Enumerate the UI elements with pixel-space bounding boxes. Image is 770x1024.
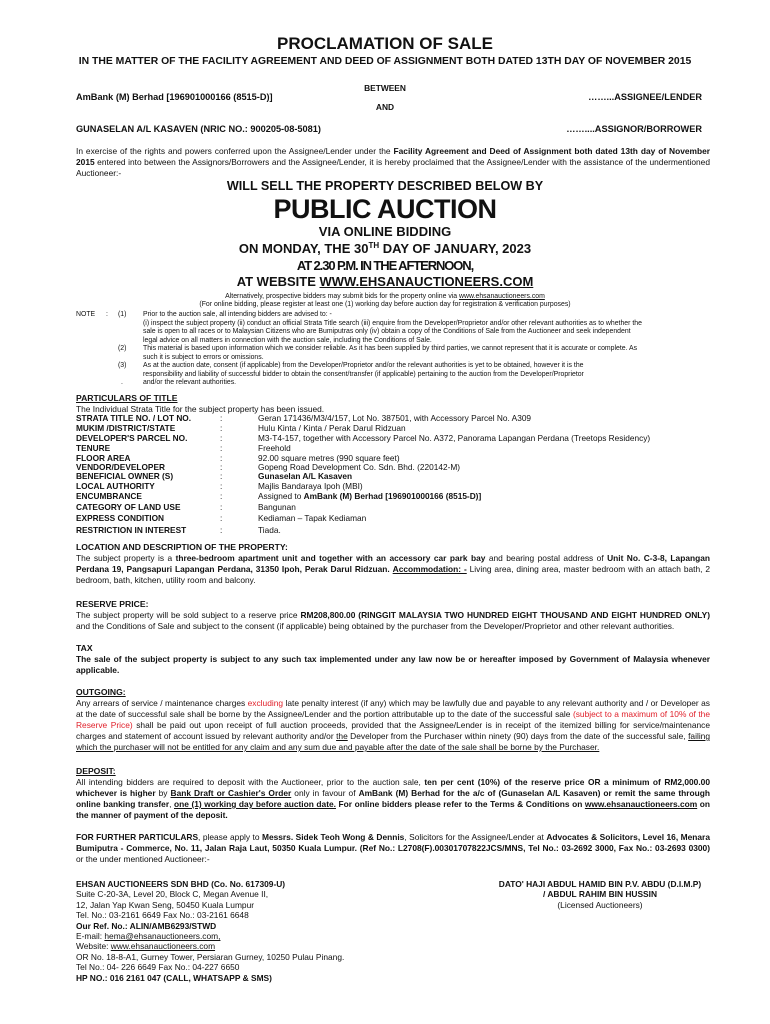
title-row-colon: : [220,413,223,423]
note-text: and/or the relevant authorities. [143,379,237,386]
particulars-heading: PARTICULARS OF TITLE [76,393,178,403]
auctioneer-name-1: DATO' HAJI ABDUL HAMID BIN P.V. ABDU (D.I.M.P) [498,879,702,889]
auctioneer-address-2: 12, Jalan Yap Kwan Seng, 50450 Kuala Lumpur [76,899,255,910]
title-row-value: 92.00 square metres (990 square feet) [258,453,400,463]
note-label: NOTE [76,311,96,318]
auction-date: ON MONDAY, THE 30TH DAY OF JANUARY, 2023 [238,241,532,256]
licensed-auctioneers [440,879,760,910]
between-label: BETWEEN [364,83,406,93]
reserve-paragraph: The subject property will be sold subject to a reserve price RM208,800.00 (RINGGIT MALAYSIA TWO HUNDRED EIGHT THOUSAND AND EIGHT HUNDRED ONLY) and the Conditions of Sale and subject to the consent (if applicable) being obtained by the purchaser from the Developer/Proprietor and other relevant authorities. [76,610,710,631]
location-paragraph: The subject property is a three-bedroom apartment unit and together with an accessory car park bay and bearing postal address of Unit No. C-3-8, Lapangan Perdana 19, Pangsapuri Lapangan Perdana, 31350 Ipoh, Perak Darul Ridzuan. Accommodation: - Living area, dining area, master bedroom with an attach bath, 2 bedroom, bath, kitchen, utility room and balcony. [76,553,711,585]
title-row-label: EXPRESS CONDITION [76,513,165,523]
note-text: This material is based upon information which we consider reliable. As it has been supplied by third parties, we cannot represent that it is accurate or complete. As [143,345,638,352]
will-sell-heading: WILL SELL THE PROPERTY DESCRIBED BELOW BY [226,179,544,193]
title-row-label: BENEFICIAL OWNER (S) [76,471,174,481]
public-auction-heading: PUBLIC AUCTION [273,194,497,224]
note-text: As at the auction date, consent (if applicable) from the Developer/Proprietor and/or the relevant authorities is yet to be obtained, however it is the [143,362,584,369]
note-text: legal advice on all matters in connection with the auction sale, including the Conditions of Sale. [143,336,432,344]
auctioneer-contact [76,879,344,983]
alternative-bid-note: Alternatively, prospective bidders may submit bids for the property online via www.ehsanauctioneers.com [225,293,545,300]
auctioneer-name-2: / ABDUL RAHIM BIN HUSSIN [543,889,657,900]
outgoing-heading: OUTGOING: [76,687,126,697]
auction-time: AT 2.30 P.M. IN THE AFTERNOON, [296,258,474,273]
title-row-label: FLOOR AREA [76,453,131,463]
registration-note: (For online bidding, please register at least one (1) working day before auction day for registration & verification purposes) [199,301,571,308]
party-assignor: GUNASELAN A/L KASAVEN (NRIC NO.: 900205-08-5081) [76,124,321,134]
website-link[interactable]: www.ehsanauctioneers.com [110,941,216,952]
title-row-colon: : [220,433,223,443]
document-subtitle: IN THE MATTER OF THE FACILITY AGREEMENT AND DEED OF ASSIGNMENT BOTH DATED 13TH DAY OF NOVEMBER 2015 [78,56,692,67]
title-row-value: Tiada. [258,525,281,535]
auctioneer-branch-address: OR No. 18-8-A1, Gurney Tower, Persiaran Gurney, 10250 Pulau Pinang. [76,951,345,962]
auctioneer-hp: HP NO.: 016 2161 047 (CALL, WHATSAPP & SMS) [76,972,272,983]
intro-paragraph: In exercise of the rights and powers conferred upon the Assignee/Lender under the Facility Agreement and Deed of Assignment both dated 13th day of November 2015 entered into between the Assignors/Borrowers and the Assignee/Lender, it is hereby proclaimed that the Assignee/Lender with the assistance of the undermentioned Auctioneer:- [76,146,710,178]
note-dot: . [121,379,123,386]
tax-paragraph: The sale of the subject property is subject to any such tax implemented under any law now be or hereafter imposed by Government of Malaysia whenever applicable. [76,654,710,675]
title-row-colon: : [220,471,223,481]
title-row-label: ENCUMBRANCE [76,491,142,501]
title-row-colon: : [220,525,223,535]
title-row-value: Gopeng Road Development Co. Sdn. Bhd. (220142-M) [258,462,461,472]
title-row-value: Geran 171436/M3/4/157, Lot No. 387501, with Accessory Parcel No. A309 [258,413,532,423]
title-row-value: Hulu Kinta / Kinta / Perak Darul Ridzuan [258,423,406,433]
title-row-colon: : [220,481,223,491]
note-text: (i) inspect the subject property (ii) conduct an official Strata Title search (iii) enquire from the Developer/Proprietor and/or other relevant authorities as to whether the [143,319,642,327]
document-title: PROCLAMATION OF SALE [277,34,493,53]
title-row-colon: : [220,491,223,501]
title-row-label: LOCAL AUTHORITY [76,481,155,491]
title-row-value: Majlis Bandaraya Ipoh (MBI) [258,481,363,491]
title-row-label: STRATA TITLE NO. / LOT NO. [76,413,192,423]
title-row-value: Bangunan [258,502,296,512]
auctioneer-email-line: E-mail: hema@ehsanauctioneers.com, [76,931,221,942]
title-row-value: M3-T4-157, together with Accessory Parcel No. A372, Panorama Lapangan Perdana (Treetops Residency) [258,433,651,443]
party-assignee: AmBank (M) Berhad [196901000166 (8515-D)] [76,92,273,102]
and-label: AND [375,102,395,112]
deposit-heading: DEPOSIT: [76,766,116,776]
title-row-label: DEVELOPER'S PARCEL NO. [76,433,188,443]
via-online-bidding: VIA ONLINE BIDDING [318,224,452,239]
title-row-colon: : [220,502,223,512]
title-row-value: Kediaman – Tapak Kediaman [258,513,367,523]
email-link[interactable]: hema@ehsanauctioneers.com, [104,931,221,942]
title-row-colon: : [220,423,223,433]
party-assignee-role: ……...ASSIGNEE/LENDER [588,92,702,102]
auctioneer-ref: Our Ref. No.: ALIN/AMB6293/STWD [76,920,217,931]
outgoing-paragraph: Any arrears of service / maintenance charges excluding late penalty interest (if any) which may be lawfully due and payable to any relevant authority and / or Developer as at the date of successful sale shall be borne by the Assignee/Lender and the portion attributable up to the date of the successful sale (subject to a maximum of 10% of the Reserve Price) shall be paid out upon receipt of full auction proceeds, provided that the Assignee/Lender is in receipt of the itemized billing for service/maintenance charges and statement of account issued by relevant authority and/or the Developer from the Purchaser within ninety (90) days from the date of the successful sale, failing which the purchaser will not be entitled for any claim and any sum due and payable after the date of the sale shall be borne by the Purchaser. [76,698,710,752]
note-text: responsibility and liability of successful bidder to obtain the consent/transfer (if applicable) pertaining to the auction from the Developer/Proprietor [143,370,584,378]
particulars-intro: The Individual Strata Title for the subject property has been issued. [76,404,325,414]
title-row-colon: : [220,453,223,463]
title-row-label: TENURE [76,443,111,453]
title-row-label: VENDOR/DEVELOPER [76,462,165,472]
title-row-label: RESTRICTION IN INTEREST [76,525,187,535]
auctioneer-tel: Tel. No.: 03-2161 6649 Fax No.: 03-2161 6648 [76,910,249,921]
auctioneer-address-1: Suite C-20-3A, Level 20, Block C, Megan Avenue II, [76,889,269,900]
auction-website: AT WEBSITE WWW.EHSANAUCTIONEERS.COM [236,274,534,289]
further-particulars-paragraph: FOR FURTHER PARTICULARS, please apply to Messrs. Sidek Teoh Wong & Dennis, Solicitors for the Assignee/Lender at Advocates & Solicitors, Level 16, Menara Bumiputra - Commerce, No. 11, Jalan Raja Laut, 50350 Kuala Lumpur. (Ref No.: L2708(F).00301707822JCS/MNS, Tel No.: 03-2692 3000, Fax No.: 03-2693 0300) or the under mentioned Auctioneer:- [76,832,710,864]
note-colon: : [106,311,108,318]
note-number: (3) [118,362,127,369]
title-row-label: MUKIM /DISTRICT/STATE [76,423,176,433]
title-row-value: Assigned to AmBank (M) Berhad [196901000166 (8515-D)] [258,491,482,501]
title-row-colon: : [220,513,223,523]
auction-website-link[interactable]: WWW.EHSANAUCTIONEERS.COM [319,274,534,289]
party-assignor-role: ……....ASSIGNOR/BORROWER [566,124,702,134]
location-heading: LOCATION AND DESCRIPTION OF THE PROPERTY: [76,542,288,552]
title-row-colon: : [220,443,223,453]
auctioneer-company: EHSAN AUCTIONEERS SDN BHD (Co. No. 617309-U) [76,879,286,889]
reserve-heading: RESERVE PRICE: [76,599,149,609]
title-row-value: Gunaselan A/L Kasaven [258,471,353,481]
licensed-label: (Licensed Auctioneers) [557,899,643,910]
deposit-paragraph: All intending bidders are required to deposit with the Auctioneer, prior to the auction sale, ten per cent (10%) of the reserve price OR a minimum of RM2,000.00 whichever is higher by Bank Draft or Cashier's Order only in favour of AmBank (M) Berhad for the a/c of (Gunaselan A/L Kasaven) or remit the same through online banking transfer, one (1) working day before auction date. For online bidders please refer to the Terms & Conditions on www.ehsanauctioneers.com on the manner of payment of the deposit. [76,777,711,820]
note-text: sale is open to all races or to Malaysian Citizens who are Bumiputras only (iv) obtain a copy of the Conditions of Sale from the Auctioneer and seek independent [143,328,631,335]
title-row-colon: : [220,462,223,472]
tax-heading: TAX [76,643,93,653]
title-row-label: CATEGORY OF LAND USE [76,502,181,512]
note-text: Prior to the auction sale, all intending bidders are advised to: - [143,311,332,318]
title-row-value: Freehold [258,443,291,453]
online-bid-link[interactable]: www.ehsanauctioneers.com [459,293,545,300]
note-number: (2) [118,345,127,352]
auctioneer-website-line: Website: www.ehsanauctioneers.com [76,941,216,952]
note-number: (1) [118,311,127,318]
auctioneer-branch-tel: Tel No.: 04- 226 6649 Fax No.: 04-227 6650 [76,962,240,973]
note-text: such it is subject to errors or omissions. [143,353,264,361]
terms-link[interactable]: www.ehsanauctioneers.com [584,799,698,809]
